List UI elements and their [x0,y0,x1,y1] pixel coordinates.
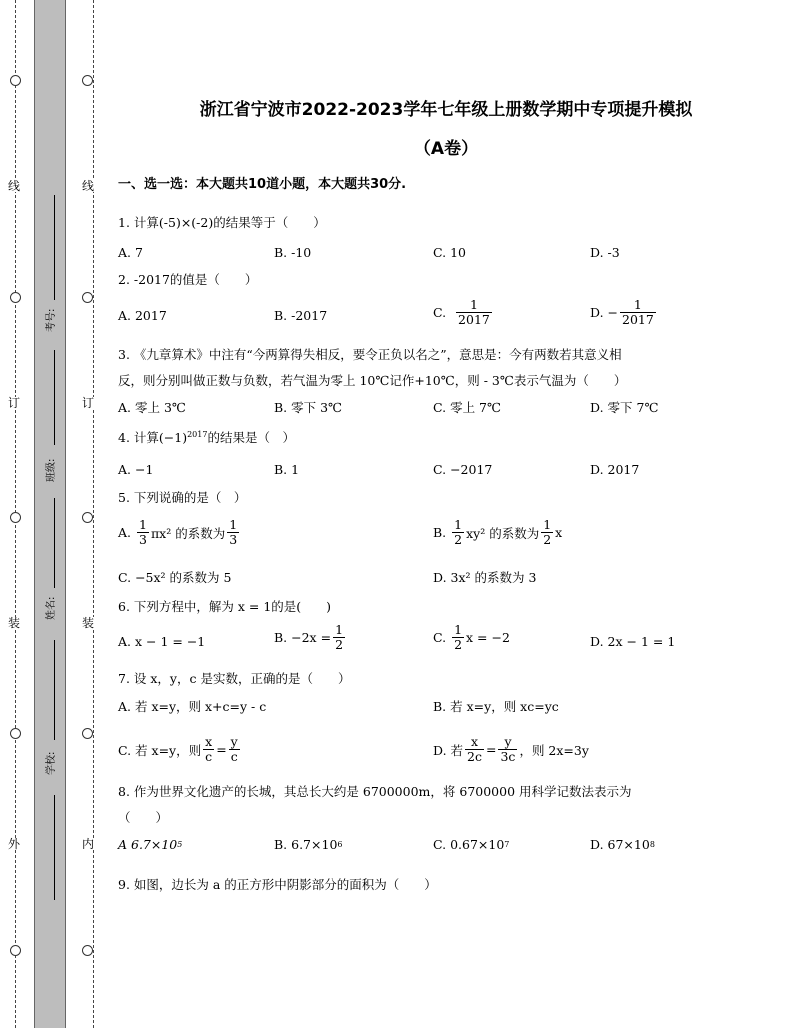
option-text: D. 67×10 [590,837,650,852]
field-underline [54,498,55,588]
exponent: 8 [649,840,655,849]
margin-char-inner: 内 [82,837,95,851]
hole-circle [82,75,93,86]
fraction [333,623,345,652]
denominator: 2 [335,637,344,652]
option-text: B. −2x = [274,630,332,645]
field-label-exam-number: 考号: [46,308,57,332]
q2-option-b: B. -2017 [274,308,328,323]
hole-circle [82,945,93,956]
question-8-stem-line1: 8. 作为世界文化遗产的长城，其总长大约是 6700000m，将 6700000 用科学记数法表示为 [118,784,632,799]
numerator: 1 [139,517,147,532]
q1-option-d: D. -3 [590,245,620,260]
q2-option-d [590,298,658,327]
hole-circle [82,728,93,739]
hole-circle [82,292,93,303]
fraction [452,518,464,547]
fraction [456,298,492,327]
q8-option-a [118,837,182,852]
option-text: B. 6.7×10 [274,837,338,852]
page-title: 浙江省宁波市2022-2023学年七年级上册数学期中专项提升模拟 [199,100,693,120]
option-tail: ，则 2x=3y [519,742,589,758]
fraction [227,518,239,547]
margin-char-line: 线 [8,179,21,193]
field-label-school: 学校: [46,751,57,775]
margin-char-order: 订 [82,396,95,410]
numerator: 1 [229,517,238,532]
exponent: 6 [337,840,343,849]
fraction [541,518,553,547]
stem-prefix: 4. 计算 [118,430,159,445]
option-text: A 6.7×10 [118,837,178,852]
page-subtitle: （A卷） [413,139,479,159]
question-3-stem-line2: 反，则分别叫做正数与负数，若气温为零上 10℃记作+10℃，则 - 3℃表示气温为（ ） [118,373,627,388]
q4-option-d: D. 2017 [590,462,640,477]
binding-strip [34,0,66,1028]
margin-char-line: 线 [82,179,95,193]
q7-option-a: A. 若 x=y，则 x+c=y - c [118,699,267,714]
numerator: 1 [469,297,478,312]
fraction [465,735,484,764]
denominator: 2017 [458,312,490,327]
denominator: 3c [500,749,516,764]
numerator: 1 [633,297,642,312]
margin-char-outer: 外 [8,837,21,851]
q1-option-b: B. -10 [274,245,312,260]
field-underline [54,640,55,740]
q8-option-c [433,837,509,852]
q7-option-c [118,735,242,764]
numerator: 1 [454,622,463,637]
option-label: A. [118,525,132,540]
field-label-class: 班级: [46,458,57,482]
option-text: C. 若 x=y，则 [118,742,202,758]
option-label: B. [433,525,447,540]
margin-char-bind: 装 [8,616,21,630]
margin-char-order: 订 [8,396,21,410]
hole-circle [10,75,21,86]
numerator: x [470,734,479,749]
denominator: 3 [139,532,147,547]
numerator: x [205,734,213,749]
denominator: 2 [543,532,552,547]
hole-circle [10,945,21,956]
q7-option-b: B. 若 x=y，则 xc=yc [433,699,559,714]
denominator: 2 [454,532,463,547]
q6-option-d: D. 2x − 1 = 1 [590,634,676,649]
question-6-stem: 6. 下列方程中，解为 x = 1的是( ) [118,599,332,614]
equals-sign: = [216,742,227,757]
option-text: C. 0.67×10 [433,837,505,852]
numerator: y [230,734,238,749]
option-text: xy² 的系数为 [466,525,540,541]
numerator: 1 [454,517,463,532]
q3-option-b: B. 零下 3℃ [274,400,343,415]
question-2-stem: 2. -2017的值是（ ） [118,272,258,287]
question-3-stem-line1: 3. 《九章算术》中注有“今两算得失相反，要令正负以名之”，意思是：今有两数若其意义相 [118,347,622,362]
hole-circle [10,728,21,739]
q6-option-a: A. x − 1 = −1 [118,634,206,649]
question-7-stem: 7. 设 x，y，c 是实数，正确的是（ ） [118,671,351,686]
q5-option-d: D. 3x² 的系数为 3 [433,570,537,585]
denominator: 3 [229,532,238,547]
q4-option-c: C. −2017 [433,462,493,477]
field-underline [54,195,55,300]
inner-dashed-line [93,0,94,1028]
q2-option-a: A. 2017 [118,308,167,323]
fraction [498,735,517,764]
option-text: D. 若 [433,742,464,758]
q5-option-a [118,518,241,547]
hole-circle [10,292,21,303]
question-9-stem: 9. 如图，边长为 a 的正方形中阴影部分的面积为（ ） [118,877,437,892]
question-5-stem: 5. 下列说确的是（ ） [118,490,247,505]
fraction [203,735,214,764]
option-text: πx² 的系数为 [150,525,226,541]
q1-option-c: C. 10 [433,245,466,260]
q8-option-d [590,837,655,852]
option-label: D. − [590,305,618,320]
q3-option-d: D. 零下 7℃ [590,400,659,415]
option-label: C. [433,630,447,645]
q6-option-b [274,623,347,652]
question-8-stem-line2: （ ） [118,810,169,825]
fraction [620,298,656,327]
denominator: c [230,749,238,764]
q4-option-b: B. 1 [274,462,300,477]
q7-option-d [433,735,589,764]
q6-option-c [433,623,510,652]
numerator: 1 [543,517,552,532]
question-1-stem: 1. 计算(-5)×(-2)的结果等于（ ） [118,215,326,230]
numerator: 1 [335,622,344,637]
q3-option-a: A. 零上 3℃ [118,400,186,415]
q5-option-b [433,518,562,547]
q5-option-c: C. −5x² 的系数为 5 [118,570,232,585]
power-exponent: 2017 [187,429,208,439]
field-underline [54,350,55,445]
denominator: c [205,749,213,764]
field-underline [54,795,55,900]
power-base: (−1) [158,430,188,445]
q3-option-c: C. 零上 7℃ [433,400,501,415]
fraction [137,518,149,547]
equals-sign: = [486,742,497,757]
option-tail: x [555,525,563,540]
option-tail: x = −2 [466,630,510,645]
denominator: 2 [454,637,463,652]
denominator: 2c [467,749,482,764]
q8-option-b [274,837,343,852]
fraction [229,735,240,764]
exponent: 5 [177,840,183,849]
hole-circle [82,512,93,523]
option-label: C. [433,305,447,320]
exponent: 7 [504,840,510,849]
question-4-stem [118,428,295,446]
margin-char-bind: 装 [82,616,95,630]
q4-option-a: A. −1 [118,462,154,477]
denominator: 2017 [622,312,654,327]
q1-option-a: A. 7 [118,245,143,260]
q2-option-c [433,298,494,327]
stem-suffix: 的结果是（ ） [207,430,295,445]
fraction [452,623,464,652]
hole-circle [10,512,21,523]
section-heading: 一、选一选：本大题共10道小题，本大题共30分. [118,177,407,192]
numerator: y [504,734,512,749]
field-label-name: 姓名: [46,596,57,620]
